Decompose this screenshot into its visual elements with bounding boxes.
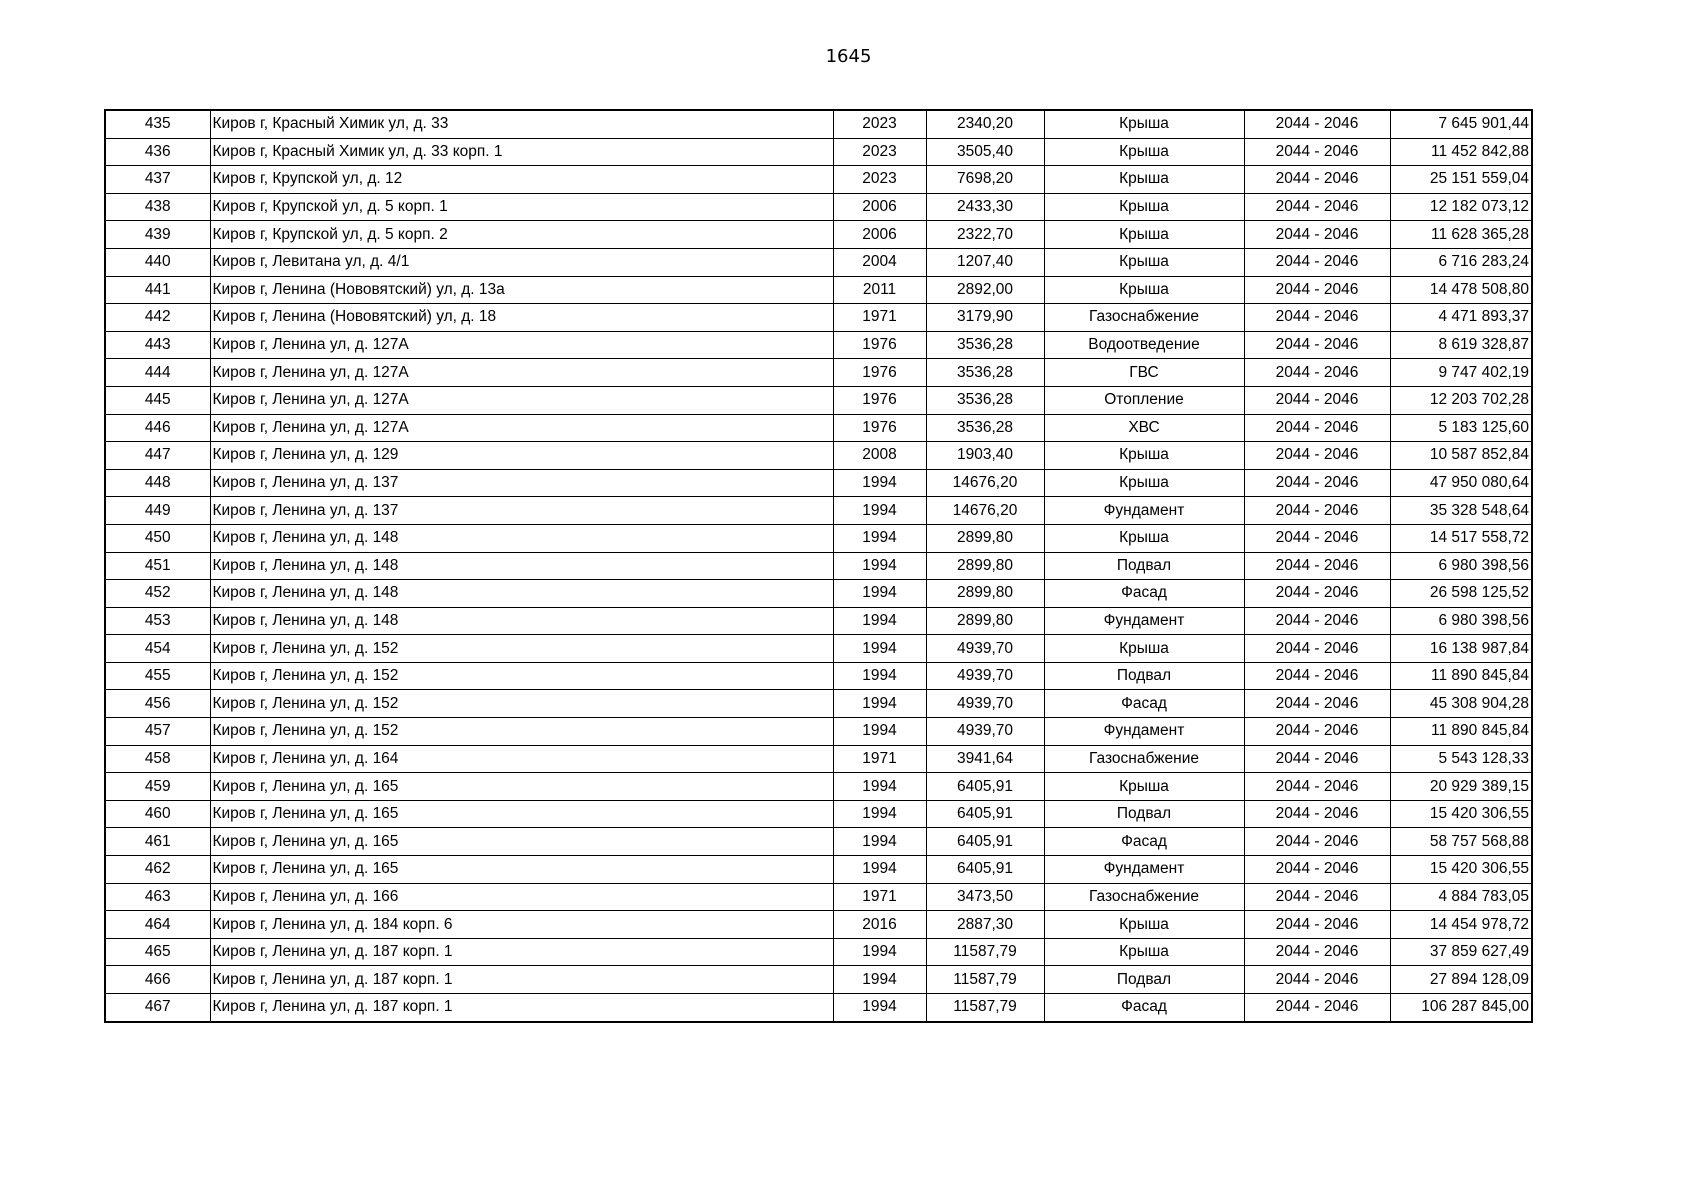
- year-cell: 1971: [833, 883, 926, 911]
- area-cell: 6405,91: [926, 773, 1044, 801]
- cost-cell: 8 619 328,87: [1390, 331, 1532, 359]
- address-cell: Киров г, Ленина ул, д. 164: [210, 745, 833, 773]
- table-row: [105, 193, 1532, 221]
- table-row: [105, 662, 1532, 690]
- table-row: [105, 800, 1532, 828]
- work-type-cell: Фундамент: [1044, 497, 1244, 525]
- year-cell: 1994: [833, 635, 926, 663]
- cost-cell: 47 950 080,64: [1390, 469, 1532, 497]
- row-number-cell: 442: [105, 304, 210, 332]
- area-cell: 6405,91: [926, 856, 1044, 884]
- work-type-cell: Фасад: [1044, 580, 1244, 608]
- cost-cell: 12 203 702,28: [1390, 386, 1532, 414]
- period-cell: 2044 - 2046: [1244, 883, 1390, 911]
- year-cell: 1994: [833, 690, 926, 718]
- table-row: [105, 304, 1532, 332]
- work-type-cell: Подвал: [1044, 662, 1244, 690]
- period-cell: 2044 - 2046: [1244, 580, 1390, 608]
- row-number-cell: 463: [105, 883, 210, 911]
- area-cell: 14676,20: [926, 469, 1044, 497]
- period-cell: 2044 - 2046: [1244, 828, 1390, 856]
- area-cell: 4939,70: [926, 635, 1044, 663]
- table-row: [105, 773, 1532, 801]
- address-cell: Киров г, Ленина ул, д. 148: [210, 580, 833, 608]
- cost-cell: 4 471 893,37: [1390, 304, 1532, 332]
- work-type-cell: Крыша: [1044, 110, 1244, 138]
- table-row: [105, 690, 1532, 718]
- year-cell: 1994: [833, 938, 926, 966]
- row-number-cell: 447: [105, 442, 210, 470]
- period-cell: 2044 - 2046: [1244, 414, 1390, 442]
- row-number-cell: 462: [105, 856, 210, 884]
- area-cell: 1903,40: [926, 442, 1044, 470]
- area-cell: 3505,40: [926, 138, 1044, 166]
- address-cell: Киров г, Ленина ул, д. 184 корп. 6: [210, 911, 833, 939]
- cost-cell: 14 517 558,72: [1390, 524, 1532, 552]
- year-cell: 1976: [833, 359, 926, 387]
- row-number-cell: 455: [105, 662, 210, 690]
- area-cell: 14676,20: [926, 497, 1044, 525]
- row-number-cell: 450: [105, 524, 210, 552]
- table-row: [105, 828, 1532, 856]
- cost-cell: 27 894 128,09: [1390, 966, 1532, 994]
- year-cell: 2023: [833, 138, 926, 166]
- work-type-cell: Крыша: [1044, 138, 1244, 166]
- area-cell: 6405,91: [926, 800, 1044, 828]
- year-cell: 1994: [833, 718, 926, 746]
- period-cell: 2044 - 2046: [1244, 635, 1390, 663]
- cost-cell: 11 628 365,28: [1390, 221, 1532, 249]
- table-row: [105, 718, 1532, 746]
- address-cell: Киров г, Ленина ул, д. 187 корп. 1: [210, 994, 833, 1022]
- period-cell: 2044 - 2046: [1244, 386, 1390, 414]
- row-number-cell: 446: [105, 414, 210, 442]
- year-cell: 2006: [833, 221, 926, 249]
- work-type-cell: Крыша: [1044, 773, 1244, 801]
- table-row: [105, 883, 1532, 911]
- period-cell: 2044 - 2046: [1244, 524, 1390, 552]
- work-type-cell: Водоотведение: [1044, 331, 1244, 359]
- address-cell: Киров г, Ленина ул, д. 152: [210, 635, 833, 663]
- period-cell: 2044 - 2046: [1244, 690, 1390, 718]
- area-cell: 2887,30: [926, 911, 1044, 939]
- area-cell: 3179,90: [926, 304, 1044, 332]
- cost-cell: 11 452 842,88: [1390, 138, 1532, 166]
- work-type-cell: Крыша: [1044, 166, 1244, 194]
- period-cell: 2044 - 2046: [1244, 718, 1390, 746]
- address-cell: Киров г, Ленина ул, д. 165: [210, 828, 833, 856]
- area-cell: 2340,20: [926, 110, 1044, 138]
- period-cell: 2044 - 2046: [1244, 442, 1390, 470]
- address-cell: Киров г, Ленина ул, д. 152: [210, 690, 833, 718]
- table-row: [105, 359, 1532, 387]
- work-type-cell: Газоснабжение: [1044, 745, 1244, 773]
- period-cell: 2044 - 2046: [1244, 994, 1390, 1022]
- table-row: [105, 966, 1532, 994]
- cost-cell: 6 716 283,24: [1390, 248, 1532, 276]
- table-row: [105, 138, 1532, 166]
- row-number-cell: 451: [105, 552, 210, 580]
- address-cell: Киров г, Ленина ул, д. 127А: [210, 331, 833, 359]
- row-number-cell: 466: [105, 966, 210, 994]
- cost-cell: 4 884 783,05: [1390, 883, 1532, 911]
- row-number-cell: 448: [105, 469, 210, 497]
- year-cell: 2023: [833, 166, 926, 194]
- work-type-cell: Крыша: [1044, 938, 1244, 966]
- row-number-cell: 438: [105, 193, 210, 221]
- area-cell: 3473,50: [926, 883, 1044, 911]
- row-number-cell: 437: [105, 166, 210, 194]
- area-cell: 3536,28: [926, 359, 1044, 387]
- address-cell: Киров г, Ленина ул, д. 148: [210, 552, 833, 580]
- address-cell: Киров г, Крупской ул, д. 5 корп. 2: [210, 221, 833, 249]
- area-cell: 4939,70: [926, 718, 1044, 746]
- period-cell: 2044 - 2046: [1244, 607, 1390, 635]
- work-type-cell: Подвал: [1044, 552, 1244, 580]
- address-cell: Киров г, Ленина ул, д. 127А: [210, 359, 833, 387]
- period-cell: 2044 - 2046: [1244, 248, 1390, 276]
- row-number-cell: 460: [105, 800, 210, 828]
- row-number-cell: 452: [105, 580, 210, 608]
- area-cell: 2433,30: [926, 193, 1044, 221]
- work-type-cell: Крыша: [1044, 911, 1244, 939]
- work-type-cell: Крыша: [1044, 469, 1244, 497]
- row-number-cell: 435: [105, 110, 210, 138]
- row-number-cell: 444: [105, 359, 210, 387]
- year-cell: 2016: [833, 911, 926, 939]
- cost-cell: 14 454 978,72: [1390, 911, 1532, 939]
- area-cell: 2899,80: [926, 607, 1044, 635]
- year-cell: 1994: [833, 966, 926, 994]
- cost-cell: 20 929 389,15: [1390, 773, 1532, 801]
- row-number-cell: 456: [105, 690, 210, 718]
- period-cell: 2044 - 2046: [1244, 193, 1390, 221]
- year-cell: 1994: [833, 773, 926, 801]
- cost-cell: 5 543 128,33: [1390, 745, 1532, 773]
- period-cell: 2044 - 2046: [1244, 800, 1390, 828]
- address-cell: Киров г, Ленина ул, д. 148: [210, 607, 833, 635]
- address-cell: Киров г, Крупской ул, д. 12: [210, 166, 833, 194]
- period-cell: 2044 - 2046: [1244, 221, 1390, 249]
- table-row: [105, 994, 1532, 1022]
- area-cell: 11587,79: [926, 938, 1044, 966]
- address-cell: Киров г, Ленина ул, д. 127А: [210, 386, 833, 414]
- work-type-cell: ХВС: [1044, 414, 1244, 442]
- table-row: [105, 497, 1532, 525]
- address-cell: Киров г, Ленина ул, д. 165: [210, 856, 833, 884]
- period-cell: 2044 - 2046: [1244, 938, 1390, 966]
- table-row: [105, 414, 1532, 442]
- year-cell: 1971: [833, 304, 926, 332]
- table-row: [105, 938, 1532, 966]
- table-row: [105, 635, 1532, 663]
- table-row: [105, 248, 1532, 276]
- period-cell: 2044 - 2046: [1244, 911, 1390, 939]
- work-type-cell: Подвал: [1044, 800, 1244, 828]
- work-type-cell: Крыша: [1044, 221, 1244, 249]
- period-cell: 2044 - 2046: [1244, 304, 1390, 332]
- row-number-cell: 441: [105, 276, 210, 304]
- period-cell: 2044 - 2046: [1244, 469, 1390, 497]
- area-cell: 2899,80: [926, 580, 1044, 608]
- row-number-cell: 436: [105, 138, 210, 166]
- area-cell: 3536,28: [926, 386, 1044, 414]
- period-cell: 2044 - 2046: [1244, 662, 1390, 690]
- year-cell: 2008: [833, 442, 926, 470]
- year-cell: 1994: [833, 497, 926, 525]
- year-cell: 1976: [833, 331, 926, 359]
- address-cell: Киров г, Ленина ул, д. 187 корп. 1: [210, 966, 833, 994]
- repair-schedule-table: [104, 109, 1533, 1023]
- address-cell: Киров г, Ленина ул, д. 129: [210, 442, 833, 470]
- address-cell: Киров г, Ленина ул, д. 165: [210, 800, 833, 828]
- cost-cell: 106 287 845,00: [1390, 994, 1532, 1022]
- address-cell: Киров г, Красный Химик ул, д. 33 корп. 1: [210, 138, 833, 166]
- row-number-cell: 465: [105, 938, 210, 966]
- row-number-cell: 454: [105, 635, 210, 663]
- row-number-cell: 461: [105, 828, 210, 856]
- cost-cell: 16 138 987,84: [1390, 635, 1532, 663]
- area-cell: 2322,70: [926, 221, 1044, 249]
- work-type-cell: Отопление: [1044, 386, 1244, 414]
- row-number-cell: 443: [105, 331, 210, 359]
- address-cell: Киров г, Ленина ул, д. 137: [210, 497, 833, 525]
- table-row: [105, 580, 1532, 608]
- table-row: [105, 607, 1532, 635]
- work-type-cell: Крыша: [1044, 524, 1244, 552]
- cost-cell: 26 598 125,52: [1390, 580, 1532, 608]
- cost-cell: 15 420 306,55: [1390, 800, 1532, 828]
- period-cell: 2044 - 2046: [1244, 110, 1390, 138]
- cost-cell: 45 308 904,28: [1390, 690, 1532, 718]
- address-cell: Киров г, Ленина ул, д. 148: [210, 524, 833, 552]
- address-cell: Киров г, Ленина ул, д. 127А: [210, 414, 833, 442]
- area-cell: 3536,28: [926, 331, 1044, 359]
- row-number-cell: 467: [105, 994, 210, 1022]
- period-cell: 2044 - 2046: [1244, 138, 1390, 166]
- area-cell: 3536,28: [926, 414, 1044, 442]
- cost-cell: 14 478 508,80: [1390, 276, 1532, 304]
- work-type-cell: ГВС: [1044, 359, 1244, 387]
- work-type-cell: Крыша: [1044, 442, 1244, 470]
- table-row: [105, 442, 1532, 470]
- row-number-cell: 459: [105, 773, 210, 801]
- work-type-cell: Фасад: [1044, 690, 1244, 718]
- address-cell: Киров г, Ленина ул, д. 137: [210, 469, 833, 497]
- address-cell: Киров г, Ленина ул, д. 152: [210, 718, 833, 746]
- year-cell: 1971: [833, 745, 926, 773]
- area-cell: 3941,64: [926, 745, 1044, 773]
- table-row: [105, 745, 1532, 773]
- period-cell: 2044 - 2046: [1244, 856, 1390, 884]
- work-type-cell: Фундамент: [1044, 856, 1244, 884]
- year-cell: 1994: [833, 580, 926, 608]
- address-cell: Киров г, Ленина ул, д. 187 корп. 1: [210, 938, 833, 966]
- period-cell: 2044 - 2046: [1244, 331, 1390, 359]
- year-cell: 1994: [833, 828, 926, 856]
- row-number-cell: 464: [105, 911, 210, 939]
- year-cell: 1994: [833, 607, 926, 635]
- table-row: [105, 469, 1532, 497]
- year-cell: 1994: [833, 469, 926, 497]
- work-type-cell: Фундамент: [1044, 718, 1244, 746]
- row-number-cell: 449: [105, 497, 210, 525]
- address-cell: Киров г, Ленина (Нововятский) ул, д. 18: [210, 304, 833, 332]
- area-cell: 2899,80: [926, 552, 1044, 580]
- year-cell: 1994: [833, 662, 926, 690]
- year-cell: 2023: [833, 110, 926, 138]
- cost-cell: 35 328 548,64: [1390, 497, 1532, 525]
- year-cell: 1994: [833, 856, 926, 884]
- table-row: [105, 386, 1532, 414]
- area-cell: 1207,40: [926, 248, 1044, 276]
- year-cell: 2011: [833, 276, 926, 304]
- area-cell: 11587,79: [926, 994, 1044, 1022]
- address-cell: Киров г, Ленина ул, д. 152: [210, 662, 833, 690]
- period-cell: 2044 - 2046: [1244, 745, 1390, 773]
- area-cell: 4939,70: [926, 690, 1044, 718]
- year-cell: 1994: [833, 524, 926, 552]
- area-cell: 7698,20: [926, 166, 1044, 194]
- period-cell: 2044 - 2046: [1244, 552, 1390, 580]
- table-row: [105, 524, 1532, 552]
- period-cell: 2044 - 2046: [1244, 166, 1390, 194]
- address-cell: Киров г, Ленина ул, д. 165: [210, 773, 833, 801]
- period-cell: 2044 - 2046: [1244, 359, 1390, 387]
- address-cell: Киров г, Ленина ул, д. 166: [210, 883, 833, 911]
- table-body: [105, 110, 1532, 1022]
- period-cell: 2044 - 2046: [1244, 966, 1390, 994]
- cost-cell: 37 859 627,49: [1390, 938, 1532, 966]
- row-number-cell: 445: [105, 386, 210, 414]
- row-number-cell: 458: [105, 745, 210, 773]
- year-cell: 1994: [833, 552, 926, 580]
- table-row: [105, 911, 1532, 939]
- cost-cell: 12 182 073,12: [1390, 193, 1532, 221]
- table-row: [105, 276, 1532, 304]
- year-cell: 2004: [833, 248, 926, 276]
- address-cell: Киров г, Крупской ул, д. 5 корп. 1: [210, 193, 833, 221]
- year-cell: 1976: [833, 414, 926, 442]
- period-cell: 2044 - 2046: [1244, 773, 1390, 801]
- work-type-cell: Фундамент: [1044, 607, 1244, 635]
- table-row: [105, 221, 1532, 249]
- area-cell: 6405,91: [926, 828, 1044, 856]
- cost-cell: 11 890 845,84: [1390, 662, 1532, 690]
- row-number-cell: 440: [105, 248, 210, 276]
- area-cell: 11587,79: [926, 966, 1044, 994]
- cost-cell: 6 980 398,56: [1390, 552, 1532, 580]
- cost-cell: 5 183 125,60: [1390, 414, 1532, 442]
- year-cell: 2006: [833, 193, 926, 221]
- area-cell: 4939,70: [926, 662, 1044, 690]
- table-row: [105, 331, 1532, 359]
- row-number-cell: 457: [105, 718, 210, 746]
- year-cell: 1994: [833, 994, 926, 1022]
- area-cell: 2892,00: [926, 276, 1044, 304]
- year-cell: 1994: [833, 800, 926, 828]
- table-row: [105, 110, 1532, 138]
- work-type-cell: Газоснабжение: [1044, 883, 1244, 911]
- address-cell: Киров г, Левитана ул, д. 4/1: [210, 248, 833, 276]
- cost-cell: 9 747 402,19: [1390, 359, 1532, 387]
- cost-cell: 58 757 568,88: [1390, 828, 1532, 856]
- cost-cell: 6 980 398,56: [1390, 607, 1532, 635]
- work-type-cell: Газоснабжение: [1044, 304, 1244, 332]
- work-type-cell: Подвал: [1044, 966, 1244, 994]
- area-cell: 2899,80: [926, 524, 1044, 552]
- cost-cell: 11 890 845,84: [1390, 718, 1532, 746]
- table-row: [105, 856, 1532, 884]
- cost-cell: 10 587 852,84: [1390, 442, 1532, 470]
- cost-cell: 25 151 559,04: [1390, 166, 1532, 194]
- address-cell: Киров г, Красный Химик ул, д. 33: [210, 110, 833, 138]
- work-type-cell: Крыша: [1044, 248, 1244, 276]
- work-type-cell: Крыша: [1044, 276, 1244, 304]
- period-cell: 2044 - 2046: [1244, 497, 1390, 525]
- row-number-cell: 439: [105, 221, 210, 249]
- cost-cell: 7 645 901,44: [1390, 110, 1532, 138]
- period-cell: 2044 - 2046: [1244, 276, 1390, 304]
- year-cell: 1976: [833, 386, 926, 414]
- table-row: [105, 166, 1532, 194]
- table-row: [105, 552, 1532, 580]
- page-number: 1645: [825, 46, 872, 67]
- address-cell: Киров г, Ленина (Нововятский) ул, д. 13а: [210, 276, 833, 304]
- work-type-cell: Фасад: [1044, 994, 1244, 1022]
- cost-cell: 15 420 306,55: [1390, 856, 1532, 884]
- work-type-cell: Крыша: [1044, 193, 1244, 221]
- work-type-cell: Крыша: [1044, 635, 1244, 663]
- work-type-cell: Фасад: [1044, 828, 1244, 856]
- row-number-cell: 453: [105, 607, 210, 635]
